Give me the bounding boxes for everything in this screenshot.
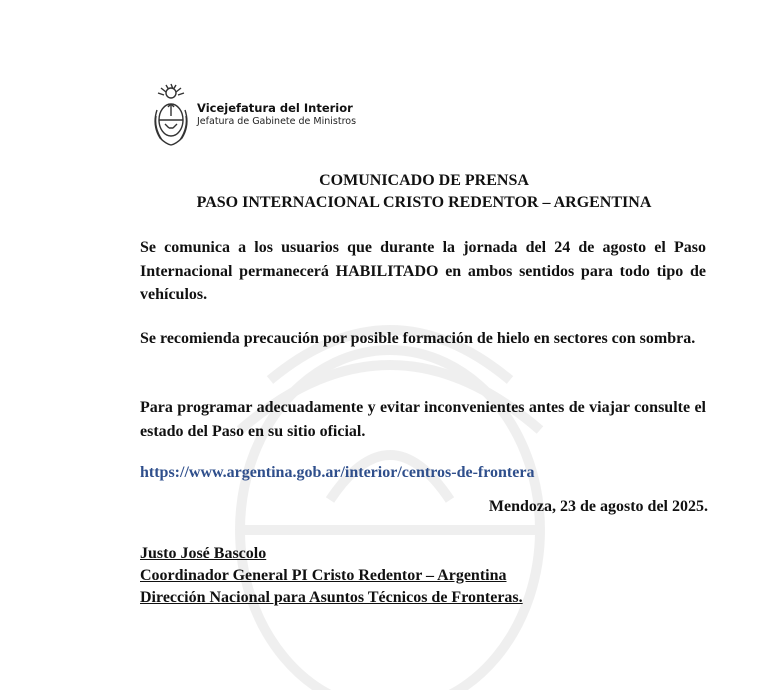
press-release-title: COMUNICADO DE PRENSA [319,172,529,189]
letterhead-title: Vicejefatura del Interior [197,101,353,115]
paragraph-plan: Para programar adecuadamente y evitar inconvenientes antes de viajar consulte el estado del Paso en su sitio oficial. [140,399,706,440]
paragraph-status [140,236,706,307]
paragraph-status-part-a: Se comunica a los usuarios que durante la jornada del 24 de agosto el Paso Internacional permanecerá [140,239,706,280]
signature-office: Dirección Nacional para Asuntos Técnicos de Fronteras. [140,589,523,606]
document-titles [140,170,708,214]
paragraph-status-part-c: en ambos sentidos para todo tipo de vehículos. [140,262,706,303]
paragraph-caution: Se recomienda precaución por posible formación de hielo en sectores con sombra. [140,330,696,347]
signature-block [140,543,523,609]
document-date: Mendoza, 23 de agosto del 2025. [488,498,708,515]
press-release-subtitle: PASO INTERNACIONAL CRISTO REDENTOR – ARGENTINA [196,194,652,211]
document-body [140,0,708,683]
letterhead-subtitle: Jefatura de Gabinete de Ministros [197,116,357,127]
signature-role: Coordinador General PI Cristo Redentor – Argentina [140,567,507,584]
status-enabled-label: HABILITADO [335,262,439,280]
signature-name: Justo José Bascolo [140,545,267,562]
official-site-link[interactable]: https://www.argentina.gob.ar/interior/centros-de-frontera [140,464,535,481]
